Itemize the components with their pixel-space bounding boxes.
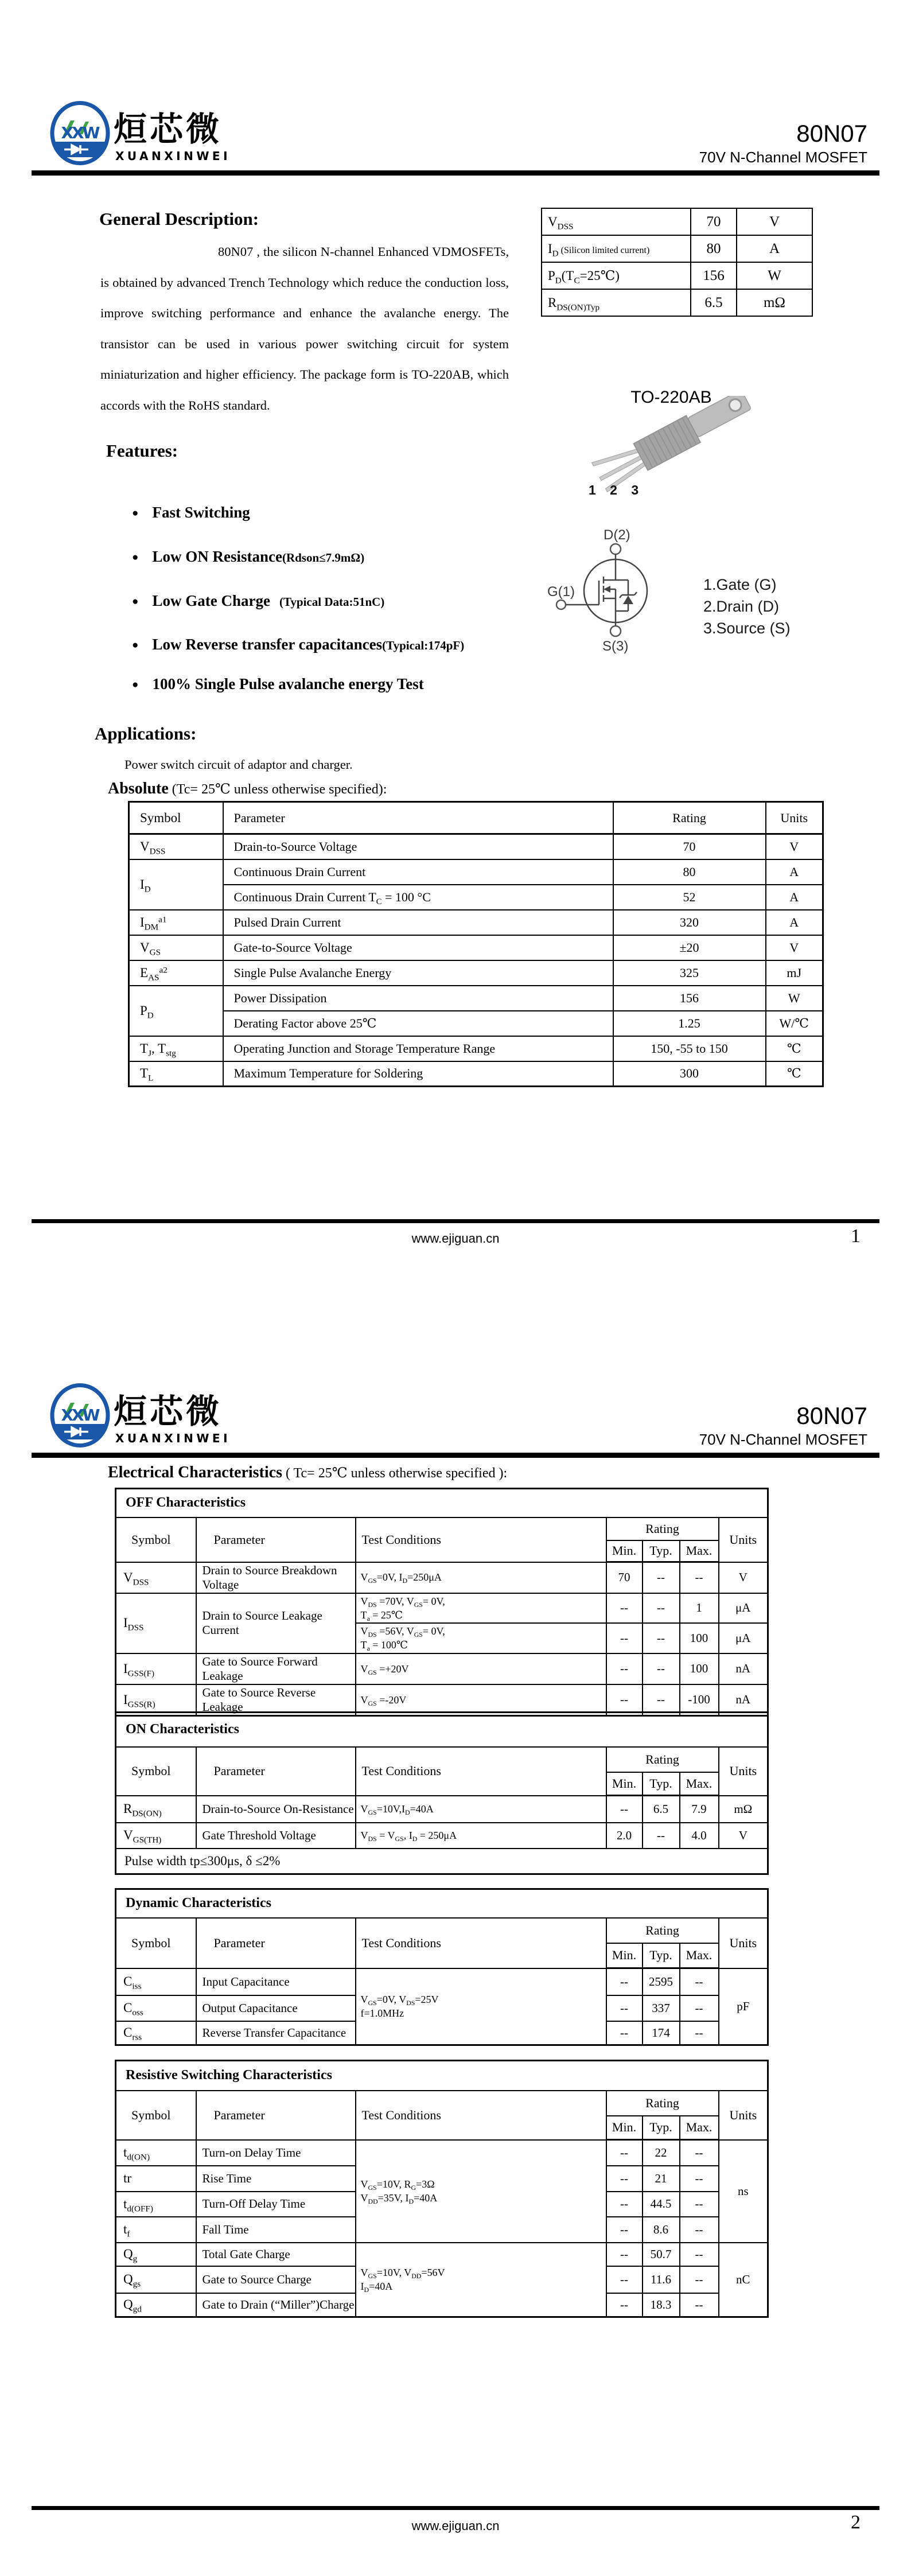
cell-symbol: $C_{oss}$	[116, 1995, 196, 2021]
col-max: Max.	[680, 1772, 719, 1796]
cell-typ: 21	[643, 2166, 680, 2192]
cell-parameter: Drain to Source Breakdown Voltage	[196, 1562, 356, 1593]
spec-unit: A	[737, 235, 812, 262]
table-row	[129, 960, 823, 986]
cell-symbol: $Q_g$	[116, 2243, 196, 2266]
col-min: Min.	[606, 1540, 643, 1562]
cell-max: --	[680, 1995, 719, 2021]
feature-item	[132, 675, 424, 693]
col-rating: Rating	[606, 1517, 719, 1540]
section-title: Dynamic Characteristics	[116, 1889, 768, 1918]
cell-parameter: Maximum Temperature for Soldering	[223, 1061, 613, 1087]
pulse-width-note: Pulse width tp≤300μs, δ ≤2%	[116, 1849, 768, 1874]
brand-name-en: XUANXINWEI	[115, 149, 231, 163]
electrical-heading-bold: Electrical Characteristics	[108, 1464, 282, 1481]
cell-symbol: $I_{DM}^{a1}$	[129, 910, 223, 935]
svg-text:XXW: XXW	[61, 123, 99, 142]
website-text: www.ejiguan.cn	[411, 1231, 500, 1246]
col-units: Units	[766, 802, 823, 834]
page-number: 2	[851, 2512, 861, 2533]
table-header-row	[116, 2091, 768, 2116]
col-parameter: Parameter	[196, 2091, 356, 2140]
mosfet-schematic	[539, 525, 694, 657]
cell-max: --	[680, 2243, 719, 2266]
feature-text: Low ON Resistance	[152, 548, 282, 565]
page-number: 1	[851, 1225, 861, 1247]
section-title: ON Characteristics	[116, 1713, 768, 1747]
cell-max: --	[680, 2166, 719, 2192]
cell-parameter: Operating Junction and Storage Temperature Range	[223, 1036, 613, 1061]
col-min: Min.	[606, 1772, 643, 1796]
cell-parameter: Reverse Transfer Capacitance	[196, 2021, 356, 2045]
feature-text: Low Reverse transfer capacitances	[152, 636, 383, 653]
cell-max: 4.0	[680, 1823, 719, 1849]
cell-typ: 337	[643, 1995, 680, 2021]
cell-typ: --	[643, 1653, 680, 1684]
cell-symbol: $I_{GSS(R)}$	[116, 1684, 196, 1716]
col-rating: Rating	[606, 2091, 719, 2116]
feature-item	[132, 636, 464, 653]
gate-pin-label: G(1)	[547, 584, 575, 600]
absolute-heading	[108, 780, 387, 798]
spec-value: 6.5	[691, 289, 737, 316]
cell-units: A	[766, 885, 823, 910]
spec-label: $V_{DSS}$	[548, 214, 574, 231]
bullet-icon: ●	[132, 679, 139, 691]
cell-min: --	[606, 1684, 643, 1716]
cell-units: A	[766, 859, 823, 885]
spec-symbol	[542, 208, 691, 235]
table-row	[116, 2140, 768, 2166]
cell-units: nA	[719, 1653, 768, 1684]
feature-note: (Typical Data:51nC)	[279, 595, 385, 609]
spec-label: $P_D(T_C=25℃)$	[548, 268, 620, 285]
spec-unit: W	[737, 262, 812, 289]
cell-parameter: Gate-to-Source Voltage	[223, 935, 613, 960]
cell-units: W	[766, 986, 823, 1011]
on-characteristics-table	[115, 1711, 769, 1875]
cell-max: --	[680, 1968, 719, 1995]
col-parameter: Parameter	[196, 1747, 356, 1796]
cell-rating: 52	[613, 885, 766, 910]
table-row	[116, 1593, 768, 1624]
col-typ: Typ.	[643, 1540, 680, 1562]
table-row	[129, 1036, 823, 1061]
part-number: 80N07	[796, 120, 867, 147]
cell-symbol: $C_{rss}$	[116, 2021, 196, 2045]
col-parameter: Parameter	[196, 1517, 356, 1562]
cell-parameter: Gate to Source Reverse Leakage	[196, 1684, 356, 1716]
cell-parameter: Single Pulse Avalanche Energy	[223, 960, 613, 986]
col-typ: Typ.	[643, 2116, 680, 2140]
cell-typ: --	[643, 1593, 680, 1624]
cell-max: 100	[680, 1623, 719, 1653]
table-row	[116, 1653, 768, 1684]
table-row	[542, 262, 812, 289]
cell-units: V	[766, 834, 823, 859]
cell-symbol: $V_{GS(TH)}$	[116, 1823, 196, 1849]
table-row	[116, 2243, 768, 2266]
spec-symbol	[542, 262, 691, 289]
cell-min: --	[606, 2243, 643, 2266]
cell-parameter: Power Dissipation	[223, 986, 613, 1011]
cell-rating: 150, -55 to 150	[613, 1036, 766, 1061]
cell-min: --	[606, 2293, 643, 2317]
cell-min: --	[606, 1796, 643, 1823]
cell-max: --	[680, 1562, 719, 1593]
cell-symbol: $I_{GSS(F)}$	[116, 1653, 196, 1684]
section-title-row	[116, 1713, 768, 1747]
cell-typ: 18.3	[643, 2293, 680, 2317]
section-title: OFF Characteristics	[116, 1489, 768, 1517]
cell-min: 70	[606, 1562, 643, 1593]
col-symbol: Symbol	[116, 2091, 196, 2140]
cell-max: --	[680, 2192, 719, 2217]
cell-min: --	[606, 1653, 643, 1684]
cell-symbol: $V_{DSS}$	[129, 834, 223, 859]
cell-typ: 50.7	[643, 2243, 680, 2266]
cell-typ: --	[643, 1623, 680, 1653]
cell-parameter: Turn-on Delay Time	[196, 2140, 356, 2166]
cell-min: 2.0	[606, 1823, 643, 1849]
feature-text: Low Gate Charge	[152, 592, 270, 609]
legend-item: 2.Drain (D)	[703, 598, 780, 615]
product-subtitle: 70V N-Channel MOSFET	[699, 1431, 867, 1448]
section-title: Resistive Switching Characteristics	[116, 2061, 768, 2091]
cell-symbol: $Q_{gd}$	[116, 2293, 196, 2317]
spec-note: (Silicon limited current)	[558, 245, 650, 255]
feature-note: (Typical:174pF)	[382, 639, 465, 652]
cell-units: V	[719, 1562, 768, 1593]
cell-parameter: Continuous Drain Current	[223, 859, 613, 885]
cell-min: --	[606, 2192, 643, 2217]
cell-min: --	[606, 2266, 643, 2293]
cell-units: nA	[719, 1684, 768, 1716]
cell-parameter: Total Gate Charge	[196, 2243, 356, 2266]
cell-symbol: $I_{DSS}$	[116, 1593, 196, 1653]
col-typ: Typ.	[643, 1943, 680, 1968]
cell-parameter: Gate Threshold Voltage	[196, 1823, 356, 1849]
page-footer-rule	[32, 2506, 879, 2510]
cell-typ: --	[643, 1562, 680, 1593]
col-symbol: Symbol	[116, 1517, 196, 1562]
cell-typ: --	[643, 1684, 680, 1716]
header-rule	[32, 1453, 879, 1458]
product-subtitle: 70V N-Channel MOSFET	[699, 149, 867, 166]
cell-condition: $V_{GS}=10V,I_D=40A$	[356, 1796, 606, 1823]
cell-symbol: $C_{iss}$	[116, 1968, 196, 1995]
table-row	[129, 1061, 823, 1087]
drain-pin-label: D(2)	[604, 527, 630, 543]
cell-rating: 70	[613, 834, 766, 859]
feature-text: Fast Switching	[152, 504, 250, 521]
cell-condition: $V_{GS} =-20V$	[356, 1684, 606, 1716]
cell-parameter: Fall Time	[196, 2217, 356, 2243]
cell-symbol: $T_L$	[129, 1061, 223, 1087]
svg-text:XXW: XXW	[61, 1406, 99, 1425]
cell-parameter: Drain-to-Source On-Resistance	[196, 1796, 356, 1823]
table-row	[129, 885, 823, 910]
col-symbol: Symbol	[129, 802, 223, 834]
spec-value: 80	[691, 235, 737, 262]
cell-condition: $V_{DS} =56V$, $V_{GS}= 0V$, $T_a$ = 100℃	[356, 1623, 606, 1653]
cell-parameter: Pulsed Drain Current	[223, 910, 613, 935]
part-number: 80N07	[796, 1402, 867, 1429]
col-test-conditions: Test Conditions	[356, 1517, 606, 1562]
applications-text: Power switch circuit of adaptor and charger.	[124, 757, 353, 772]
cell-typ: 44.5	[643, 2192, 680, 2217]
legend-item: 3.Source (S)	[703, 620, 791, 637]
spec-label: $R_{DS(ON)Typ}$	[548, 295, 600, 312]
cell-min: --	[606, 2166, 643, 2192]
table-row	[129, 1011, 823, 1036]
bullet-icon: ●	[132, 507, 139, 519]
cell-condition: $V_{GS}=10V$, $V_{DD}=56V$ $I_D=40A$	[356, 2243, 606, 2317]
cell-rating: 300	[613, 1061, 766, 1087]
brand-name-cn: 烜芯微	[114, 1392, 223, 1431]
feature-item	[132, 504, 250, 522]
table-row	[542, 289, 812, 316]
cell-max: --	[680, 2293, 719, 2317]
col-max: Max.	[680, 1943, 719, 1968]
feature-item	[132, 592, 384, 610]
cell-min: --	[606, 2217, 643, 2243]
cell-parameter: Gate to Source Forward Leakage	[196, 1653, 356, 1684]
cell-parameter: Drain-to-Source Voltage	[223, 834, 613, 859]
absolute-heading-rest: (Tc= 25℃ unless otherwise specified):	[168, 782, 387, 797]
col-parameter: Parameter	[223, 802, 613, 834]
table-header-row	[116, 1517, 768, 1540]
cell-units: mJ	[766, 960, 823, 986]
table-row	[116, 1796, 768, 1823]
cell-units: pF	[719, 1968, 768, 2045]
cell-units: V	[719, 1823, 768, 1849]
resistive-switching-table	[115, 2060, 769, 2318]
table-row	[129, 859, 823, 885]
table-row	[116, 1562, 768, 1593]
cell-rating: 325	[613, 960, 766, 986]
cell-max: --	[680, 2217, 719, 2243]
company-logo-icon	[50, 101, 110, 165]
general-description-heading: General Description:	[99, 209, 259, 229]
key-specs-table	[541, 208, 813, 317]
cell-typ: 2595	[643, 1968, 680, 1995]
col-test-conditions: Test Conditions	[356, 1747, 606, 1796]
col-units: Units	[719, 2091, 768, 2140]
bullet-icon: ●	[132, 596, 139, 608]
section-title-row	[116, 1889, 768, 1918]
package-title: TO-220AB	[630, 388, 712, 407]
section-title-row	[116, 1489, 768, 1517]
col-parameter: Parameter	[196, 1918, 356, 1968]
col-symbol: Symbol	[116, 1747, 196, 1796]
absolute-heading-bold: Absolute	[108, 780, 169, 797]
cell-units: μA	[719, 1623, 768, 1653]
bullet-icon: ●	[132, 551, 139, 563]
cell-symbol: $Q_{gs}$	[116, 2266, 196, 2293]
dynamic-characteristics-table	[115, 1888, 769, 2046]
table-row	[542, 208, 812, 235]
col-units: Units	[719, 1747, 768, 1796]
cell-symbol: $T_J$, $T_{stg}$	[129, 1036, 223, 1061]
spec-label: $I_D$	[548, 241, 559, 258]
cell-typ: --	[643, 1823, 680, 1849]
spec-unit: mΩ	[737, 289, 812, 316]
cell-units: mΩ	[719, 1796, 768, 1823]
cell-units: ℃	[766, 1061, 823, 1087]
table-row	[129, 935, 823, 960]
col-min: Min.	[606, 2116, 643, 2140]
cell-condition: $V_{GS}=0V$, $V_{DS}=25V$ f=1.0MHz	[356, 1968, 606, 2045]
electrical-heading-rest: ( Tc= 25℃ unless otherwise specified ):	[282, 1466, 508, 1481]
header-rule	[32, 170, 879, 176]
col-rating: Rating	[606, 1747, 719, 1772]
cell-rating: 156	[613, 986, 766, 1011]
cell-min: --	[606, 2021, 643, 2045]
cell-parameter: Input Capacitance	[196, 1968, 356, 1995]
cell-parameter: Derating Factor above 25℃	[223, 1011, 613, 1036]
cell-typ: 174	[643, 2021, 680, 2045]
electrical-heading	[108, 1464, 507, 1482]
spec-symbol	[542, 289, 691, 316]
cell-rating: ±20	[613, 935, 766, 960]
cell-max: --	[680, 2266, 719, 2293]
cell-units: μA	[719, 1593, 768, 1624]
cell-condition: $V_{DS} =70V$, $V_{GS}= 0V$, $T_a$ = 25℃	[356, 1593, 606, 1624]
cell-units: ns	[719, 2140, 768, 2243]
general-description-text: 80N07 , the silicon N-channel Enhanced VDMOSFETs, is obtained by advanced Trench Technology which reduce the conduction loss, improve switching performance and enhance the avalanche energy. The transistor can be used in various power switching circuit for system miniaturization and higher efficiency. The package form is TO-220AB, which accords with the RoHS standard.	[100, 244, 509, 413]
cell-max: -100	[680, 1684, 719, 1716]
spec-value: 156	[691, 262, 737, 289]
cell-symbol: $t_{d(ON)}$	[116, 2140, 196, 2166]
table-row	[116, 1823, 768, 1849]
cell-parameter: Turn-Off Delay Time	[196, 2192, 356, 2217]
feature-item	[132, 548, 364, 566]
pin-numbers: 1 2 3	[589, 482, 644, 497]
cell-typ: 6.5	[643, 1796, 680, 1823]
cell-max: 100	[680, 1653, 719, 1684]
col-test-conditions: Test Conditions	[356, 2091, 606, 2140]
spec-unit: V	[737, 208, 812, 235]
table-row	[129, 986, 823, 1011]
spec-value: 70	[691, 208, 737, 235]
cell-symbol: $V_{GS}$	[129, 935, 223, 960]
col-units: Units	[719, 1918, 768, 1968]
website-text: www.ejiguan.cn	[411, 2519, 500, 2533]
cell-max: --	[680, 2140, 719, 2166]
cell-parameter: Gate to Drain (“Miller”)Charge	[196, 2293, 356, 2317]
cell-min: --	[606, 1593, 643, 1624]
col-rating: Rating	[606, 1918, 719, 1943]
cell-rating: 320	[613, 910, 766, 935]
cell-symbol: $V_{DSS}$	[116, 1562, 196, 1593]
table-row	[542, 235, 812, 262]
spec-symbol	[542, 235, 691, 262]
off-characteristics-table	[115, 1488, 769, 1717]
table-row	[116, 1684, 768, 1716]
cell-rating: 80	[613, 859, 766, 885]
cell-max: 7.9	[680, 1796, 719, 1823]
cell-symbol: $I_D$	[129, 859, 223, 910]
cell-symbol: $P_D$	[129, 986, 223, 1036]
cell-units: W/℃	[766, 1011, 823, 1036]
cell-symbol: $R_{DS(ON)}$	[116, 1796, 196, 1823]
col-min: Min.	[606, 1943, 643, 1968]
brand-name-en: XUANXINWEI	[115, 1431, 231, 1445]
source-pin-label: S(3)	[602, 639, 629, 654]
applications-heading: Applications:	[95, 723, 197, 744]
cell-min: --	[606, 1968, 643, 1995]
pin-legend	[703, 574, 791, 639]
cell-condition: $V_{GS}=10V$, $R_G=3\Omega$ $V_{DD}=35V$, $I_D=40A$	[356, 2140, 606, 2243]
col-max: Max.	[680, 1540, 719, 1562]
features-heading: Features:	[106, 441, 178, 461]
cell-parameter: Gate to Source Charge	[196, 2266, 356, 2293]
cell-rating: 1.25	[613, 1011, 766, 1036]
page-footer-rule	[32, 1219, 879, 1223]
cell-max: --	[680, 2021, 719, 2045]
table-header-row	[116, 1918, 768, 1943]
table-note-row	[116, 1849, 768, 1874]
table-header-row	[116, 1747, 768, 1772]
col-units: Units	[719, 1517, 768, 1562]
cell-condition: $V_{DS} = V_{GS}$, $I_D = 250\mu A$	[356, 1823, 606, 1849]
package-image	[562, 396, 752, 508]
cell-condition: $V_{GS} =+20V$	[356, 1653, 606, 1684]
col-symbol: Symbol	[116, 1918, 196, 1968]
col-test-conditions: Test Conditions	[356, 1918, 606, 1968]
cell-parameter: Continuous Drain Current $T_C = 100$ °C	[223, 885, 613, 910]
section-title-row	[116, 2061, 768, 2091]
cell-min: --	[606, 1995, 643, 2021]
table-header-row	[129, 802, 823, 834]
cell-parameter: Output Capacitance	[196, 1995, 356, 2021]
cell-min: --	[606, 2140, 643, 2166]
cell-symbol: tr	[116, 2166, 196, 2192]
cell-typ: 11.6	[643, 2266, 680, 2293]
cell-parameter: Rise Time	[196, 2166, 356, 2192]
cell-units: V	[766, 935, 823, 960]
cell-parameter: Drain to Source Leakage Current	[196, 1593, 356, 1653]
feature-note: (Rdson≤7.9mΩ)	[282, 551, 365, 565]
cell-symbol: $t_f$	[116, 2217, 196, 2243]
cell-units: ℃	[766, 1036, 823, 1061]
col-rating: Rating	[613, 802, 766, 834]
cell-typ: 8.6	[643, 2217, 680, 2243]
table-row	[116, 1968, 768, 1995]
brand-name-cn: 烜芯微	[114, 110, 223, 149]
cell-condition: $V_{GS}=0V$, $I_D=250\mu A$	[356, 1562, 606, 1593]
cell-symbol: $E_{AS}^{a2}$	[129, 960, 223, 986]
cell-max: 1	[680, 1593, 719, 1624]
col-max: Max.	[680, 2116, 719, 2140]
cell-typ: 22	[643, 2140, 680, 2166]
cell-symbol: $t_{d(OFF)}$	[116, 2192, 196, 2217]
feature-text: 100% Single Pulse avalanche energy Test	[152, 675, 424, 692]
table-row	[129, 834, 823, 859]
company-logo-icon	[50, 1383, 110, 1447]
table-row	[129, 910, 823, 935]
legend-item: 1.Gate (G)	[703, 576, 777, 593]
cell-units: nC	[719, 2243, 768, 2317]
absolute-ratings-table	[128, 801, 824, 1087]
cell-units: A	[766, 910, 823, 935]
col-typ: Typ.	[643, 1772, 680, 1796]
cell-min: --	[606, 1623, 643, 1653]
bullet-icon: ●	[132, 639, 139, 651]
